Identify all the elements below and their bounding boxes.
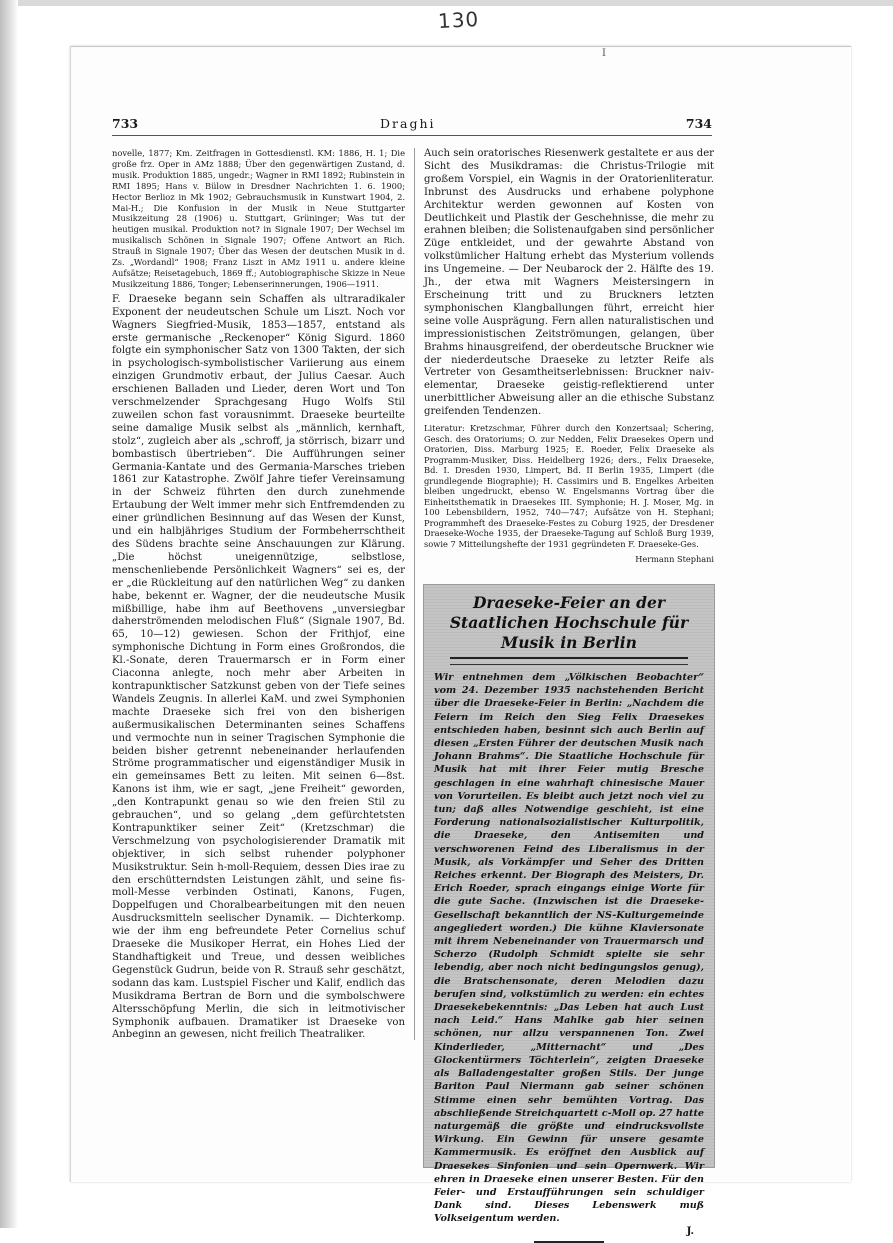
left-page-number: 733 — [112, 116, 139, 131]
right-column-body: Auch sein oratorisches Riesenwerk gestaltete er aus der Sicht des Musikdramas: die Christus-Trilogie mit großem Vorspiel, ein Wagnis in der Oratorienliteratur. Inbrunst des Ausdrucks und erhabene polyphone Architektur werden gewonnen auf Kosten von Deutlichkeit und Plastik der Geschehnisse, die mehr zu erahnen bleiben; die Solistenaufgaben sind persönlicher Züge entkleidet, und der gewahrte Abstand von volkstümlicher Haltung erhebt das Mysterium vollends ins Ungemeine. — Der Neubarock der 2. Hälfte des 19. Jh., der etwa mit Wagners Meistersingern in Erscheinung tritt und zu Bruckners letzten symphonischen Klangballungen führt, erreicht hier seine volle Ausprägung. Fern allen naturalistischen und impressionistischen Zeitströmungen, gelangen, über Brahms hinausgreifend, der oberdeutsche Bruckner wie der niederdeutsche Draeseke zu letzter Reife als Vertreter von Gesamtheitserlebnissen: Bruckner naiv-elementar, Draeseke geistig-reflektierend unter unerbittlicher Abweisung aller an die ethische Substanz greifenden Tendenzen. — [424, 148, 714, 418]
archive-number: 130 — [437, 6, 480, 34]
clipping-end-rule — [534, 1241, 604, 1243]
running-title: Draghi — [380, 116, 436, 131]
newspaper-clipping — [423, 584, 715, 1237]
column-divider — [414, 148, 415, 1040]
stray-mark: I — [602, 48, 606, 59]
scan-edge-top — [0, 0, 893, 6]
left-column-body: F. Draeseke begann sein Schaffen als ultraradikaler Exponent der neudeutschen Schule um Liszt. Noch vor Wagners Siegfried-Musik, 1853—1857, entstand als erste germanische „Reckenoper“ König Sigurd. 1860 folgte ein symphonischer Satz von 1300 Takten, der sich in psychologisch-symbolistischer Variierung aus einem einzigen Grundmotiv erbaut, der Julius Caesar. Auch erschienen Balladen und Lieder, deren Wort und Ton verschmelzender Sprachgesang Hugo Wolfs Stil zuweilen schon fast vorausnimmt. Draeseke beurteilte seine damalige Musik selbst als „männlich, kernhaft, stolz“, zugleich aber als „schroff, ja störrisch, bizarr und bombastisch übertrieben“. Die Aufführungen seiner Germania-Kantate und des Germania-Marsches trieben 1861 zur Katastrophe. Zwölf Jahre tiefer Vereinsamung in der Schweiz führten den durch zunehmende Ertaubung der Welt immer mehr sich Entfremdenden zu einer gründlichen Besinnung auf das Wesen der Kunst, und ein halbjähriges Studium der Formbeherrschtheit des Südens brachte seine Anschauungen zur Klärung. „Die höchst uneigennützige, selbstlose, menschenliebende Persönlichkeit Wagners“ sei es, der er „die Rückleitung auf den natürlichen Weg“ zu danken habe, bekennt er. Wagner, der die neudeutsche Musik mißbillige, habe ihm auf Beethovens „unversiegbar daherströmenden melodischen Fluß“ (Signale 1907, Bd. 65, 10—12) gewiesen. Schon der Frithjof, eine symphonische Dichtung in Form eines Großrondos, die Kl.-Sonate, deren Trauermarsch er in Form einer Ciaconna anlegte, noch mehr aber Arbeiten in kontrapunktischer Satzkunst geben von der Tiefe seines Wandels Zeugnis. In allerlei KaM. und zwei Symphonien machte Draeseke sich frei von den bisherigen außermusikalischen Determinanten seines Schaffens und vermochte nun in seiner Tragischen Symphonie die beiden bisher getrennt nebeneinander herlaufenden Ströme programmatischer und eigenständiger Musik in ein gemeinsames Bett zu leiten. Mit seinen 6—8st. Kanons ist ihm, wie er sagt, „jene Freiheit“ geworden, „den Kontrapunkt genau so wie den freien Stil zu gebrauchen“, und so gelang „dem gefürchtetsten Kontrapunktiker seiner Zeit“ (Kretzschmar) die Verschmelzung von psychologisierender Dramatik mit objektiver, in sich selbst ruhender polyphoner Musikstruktur. Sein h-moll-Requiem, dessen Dies irae zu den erschütterndsten Leistungen zählt, und seine fis-moll-Messe verbinden Ostinati, Kanons, Fugen, Doppelfugen und Choralbearbeitungen mit den neuen Ausdrucksmitteln seelischer Dynamik. — Dichterkomp. wie der ihm eng befreundete Peter Cornelius schuf Draeseke die Musikoper Herrat, ein Hohes Lied der Standhaftigkeit und Treue, und dessen weibliches Gegenstück Gudrun, beide von R. Strauß sehr geschätzt, sodann das kam. Lustspiel Fischer und Kalif, endlich das Musikdrama Bertran de Born und die symbolschwere Altersschöpfung Merlin, die sich in leitmotivischer Symphonik aufbauen. Dramatiker ist Draeseke von Anbeginn an gewesen, nicht freilich Theatraliker. — [112, 293, 405, 1041]
clipping-rule — [450, 657, 688, 659]
left-column — [112, 148, 405, 1043]
right-page-number: 734 — [685, 116, 712, 131]
scan-edge-left — [0, 0, 18, 1228]
right-column — [424, 148, 714, 580]
clipping-title: Draeseke-Feier an der Staatlichen Hochschule für Musik in Berlin — [449, 593, 689, 652]
running-header — [112, 116, 712, 134]
header-rule — [112, 135, 712, 136]
works-bibliography: novelle, 1877; Km. Zeitfragen in Gottesdienstl. KM: 1886, H. 1; Die große frz. Oper in AMz 1888; Über den gegenwärtigen Zustand, d. musik. Produktion 1885, ungedr.; Wagner in RMI 1892; Rubinstein in RMI 1895; Hans v. Bülow in Dresdner Nachrichten 1. 6. 1900; Hector Berlioz in Mk 1902; Gebrauchsmusik in Kunstwart 1904, 2. Mai-H.; Die Konfusion in der Musik in Neue Stuttgarter Musikzeitung 28 (1906) u. Stuttgart, Grüninger; Was tut der heutigen musikal. Produktion not? in Signale 1907; Der Wechsel im musikalisch Schönen in Signale 1907; Offene Antwort an Rich. Strauß in Signale 1907; Über das Wesen der deutschen Musik in d. Zs. „Wordandl“ 1908; Franz Liszt in AMz 1911 u. andere kleine Aufsätze; Reisetagebuch, 1869 ff.; Autobiographische Skizze in Neue Musikzeitung 1886, Tonger; Lebenserinnerungen, 1906—1911. — [112, 148, 405, 289]
clipping-rule-thin — [450, 664, 688, 665]
clipping-signoff: J. — [686, 1225, 694, 1237]
clipping-text: Wir entnehmen dem „Völkischen Beobachter“ vom 24. Dezember 1935 nachstehenden Bericht über die Draeseke-Feier in Berlin: „Nachdem die Feiern im Reich den Sieg Felix Draesekes entschieden haben, besinnt sich auch Berlin auf diesen „Ersten Führer der deutschen Musik nach Johann Brahms“. Die Staatliche Hochschule für Musik hat mit ihrer Feier mutig Bresche geschlagen in eine wahrhaft chinesische Mauer von Vorurteilen. Es bleibt auch jetzt noch viel zu tun; daß alles Notwendige geschieht, ist eine Forderung nationalsozialistischer Kulturpolitik, die Draeseke, den Antisemiten und verschworenen Feind des Liberalismus in der Musik, als Vorkämpfer und Seher des Dritten Reiches erkennt. Der Biograph des Meisters, Dr. Erich Roeder, sprach eingangs einige Worte für die gute Sache. (Inzwischen ist die Draeseke-Gesellschaft bekanntlich der NS-Kulturgemeinde angegliedert worden.) Die kühne Klaviersonate mit ihrem Nebeneinander von Trauermarsch und Scherzo (Rudolph Schmidt spielte sie sehr lebendig, aber noch nicht bedingungslos genug), die Bratschensonate, deren Melodien dazu berufen sind, volkstümlich zu werden: ein echtes Draesekebekenntnis: „Das Leben hat auch Lust nach Leid.“ Hans Mahlke gab hier seinen schönen, nur allzu verspannenen Ton. Zwei Kinderlieder, „Mitternacht“ und „Des Glockentürmers Töchterlein“, zeigten Draeseke als Balladengestalter großen Stils. Der junge Bariton Paul Niermann gab seiner schönen Stimme einen sehr bemühten Vortrag. Das abschließende Streichquartett c-Moll op. 27 hatte naturgemäß die größte und eindrucksvollste Wirkung. Ein Gewinn für unsere gesamte Kammermusik. Es eröffnet den Ausblick auf Draesekes Sinfonien und sein Opernwerk. Wir ehren in Draeseke einen unserer Besten. Für den Feier- und Erstaufführungen sein schuldiger Dank sind. Dieses Lebenswerk muß Volkseigentum werden. — [434, 672, 704, 1225]
literature-list: Literatur: Kretzschmar, Führer durch den Konzertsaal; Schering, Gesch. des Oratoriums; O. zur Nedden, Felix Draesekes Opern und Oratorien, Diss. Marburg 1925; E. Roeder, Felix Draeseke als Programm-Musiker, Diss. Heidelberg 1926; ders., Felix Draeseke, Bd. I. Dresden 1930, Limpert, Bd. II Berlin 1935, Limpert (die grundlegende Biographie); H. Cassimirs und B. Engelkes Arbeiten bleiben ungedruckt, ebenso W. Engelsmanns Vortrag über die Einheitsthematik in Draesekes III. Symphonie; H. J. Moser, Mg. in 100 Lebensbildern, 1952, 740—747; Aufsätze von H. Stephani; Programmheft des Draeseke-Festes zu Coburg 1925, der Dresdener Draeseke-Woche 1935, der Draeseke-Tagung auf Schloß Burg 1939, sowie 7 Mitteilungshefte der 1931 gegründeten F. Draeseke-Ges. — [424, 423, 714, 549]
article-author: Hermann Stephani — [635, 554, 714, 565]
